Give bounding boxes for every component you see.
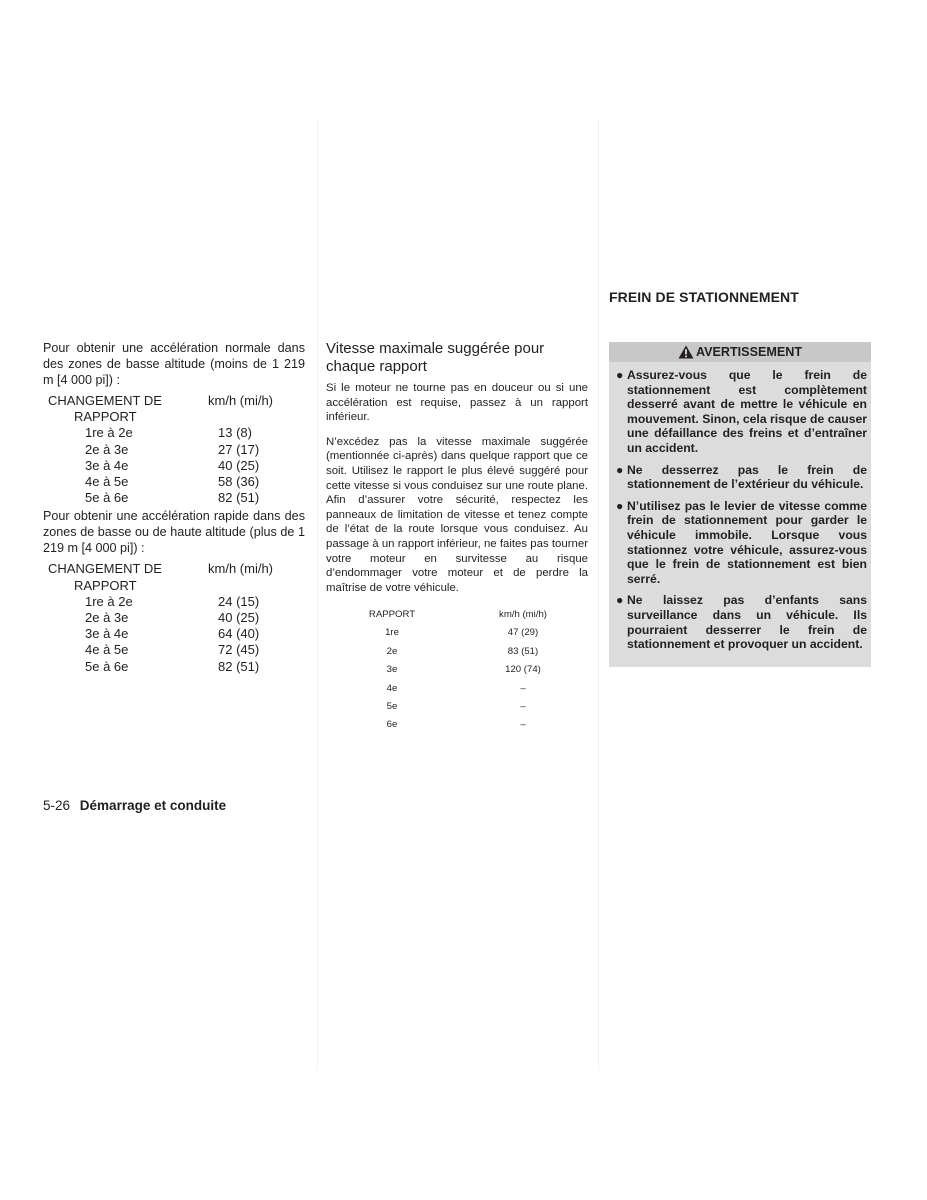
warning-text: Ne laissez pas d’enfants sans surveillance dans un véhicule. Ils pourraient desserrer le frein de stationnement et provoquer un accident.	[627, 593, 867, 652]
gear: 6e	[386, 719, 398, 731]
table-header	[43, 393, 305, 409]
page-footer	[43, 798, 226, 813]
speed-value: 64 (40)	[218, 626, 260, 642]
gear-change: 1re à 2e	[85, 593, 133, 609]
gear-change: 2e à 3e	[85, 610, 129, 626]
bullet-icon: ●	[616, 498, 624, 513]
table-row	[43, 425, 305, 441]
rapid-shift-rows	[43, 594, 305, 675]
max-speed-heading: Vitesse maximale suggérée pour chaque rapport	[326, 340, 545, 375]
table-row	[43, 610, 305, 626]
header-speed: km/h (mi/h)	[208, 393, 273, 408]
gear-change: 5e à 6e	[85, 658, 129, 674]
bullet-icon: ●	[616, 462, 624, 477]
warning-text: N’utilisez pas le levier de vitesse comme frein de stationnement pour garder le véhicule immobile. Lorsque vous stationnez votre véhicule, assurez-vous que le frein de stationnement est bien serré.	[627, 498, 867, 586]
table-row	[43, 626, 305, 642]
header-change: CHANGEMENT DE	[48, 561, 162, 577]
max-speed-rows	[326, 624, 588, 734]
max-speed-column	[326, 340, 588, 734]
gear-change: 3e à 4e	[85, 626, 129, 642]
shift-speed-column	[43, 340, 305, 677]
normal-shift-table	[43, 393, 305, 506]
gear-change: 4e à 5e	[85, 474, 129, 490]
table-row	[43, 642, 305, 658]
table-header	[43, 561, 305, 577]
speed-value: –	[520, 682, 526, 694]
warning-item	[615, 463, 867, 492]
warning-title: AVERTISSEMENT	[695, 345, 803, 359]
warning-item	[615, 368, 867, 456]
rapid-shift-table	[43, 561, 305, 674]
speed-value: 47 (29)	[507, 627, 539, 639]
speed-value: 13 (8)	[218, 425, 252, 441]
warning-text: Assurez-vous que le frein de stationnement est complètement desserré avant de mettre le véhicule en mouvement. Sinon, cela risque de causer une défaillance des freins et d’entraîner un accident.	[627, 368, 867, 455]
table-row	[326, 642, 588, 660]
gear: 3e	[386, 664, 398, 676]
header-change: CHANGEMENT DE	[48, 393, 162, 408]
speed-value: 27 (17)	[218, 441, 260, 457]
table-row	[326, 716, 588, 734]
speed-value: –	[520, 719, 526, 731]
section-title: FREIN DE STATIONNEMENT	[609, 289, 799, 305]
header-speed: km/h (mi/h)	[208, 561, 273, 577]
gear: 1re	[385, 627, 399, 639]
normal-acceleration-intro: Pour obtenir une accélération normale dans des zones de basse altitude (moins de 1 219 m [4 000 pi]) :	[43, 341, 305, 387]
max-speed-paragraph-1: Si le moteur ne tourne pas en douceur ou si une accélération est requise, passez à un rapport inférieur.	[326, 382, 588, 424]
gear: 5e	[386, 700, 398, 712]
page-gutter-right	[598, 120, 599, 1070]
page-number: 5-26	[43, 798, 71, 813]
warning-triangle-icon	[678, 345, 694, 359]
max-speed-table	[326, 605, 588, 734]
warning-item	[615, 499, 867, 587]
warning-text: Ne desserrez pas le frein de stationnement de l’extérieur du véhicule.	[627, 462, 867, 492]
table-row	[326, 624, 588, 642]
warning-item	[615, 593, 867, 651]
gear-change: 5e à 6e	[85, 490, 129, 506]
table-row	[43, 490, 305, 506]
warning-box	[609, 342, 871, 667]
table-header	[326, 605, 588, 623]
header-speed: km/h (mi/h)	[499, 609, 547, 620]
gear: 4e	[386, 682, 398, 694]
speed-value: 40 (25)	[218, 610, 260, 626]
page-gutter-left	[317, 120, 318, 1070]
chapter-title: Démarrage et conduite	[79, 798, 227, 813]
gear-change: 2e à 3e	[85, 441, 129, 457]
header-gear: RAPPORT	[368, 609, 416, 620]
bullet-icon: ●	[616, 593, 624, 608]
table-row	[326, 660, 588, 678]
speed-value: 82 (51)	[218, 658, 260, 674]
gear-change: 1re à 2e	[85, 425, 133, 441]
gear-change: 4e à 5e	[85, 642, 129, 658]
table-row	[43, 442, 305, 458]
table-row	[43, 594, 305, 610]
rapid-acceleration-intro: Pour obtenir une accélération rapide dans des zones de basse ou de haute altitude (plus de 1 219 m [4 000 pi]) :	[43, 509, 305, 556]
speed-value: 40 (25)	[218, 457, 260, 473]
speed-value: 24 (15)	[218, 593, 260, 609]
table-row	[326, 679, 588, 697]
speed-value: 58 (36)	[218, 474, 260, 490]
table-row	[326, 697, 588, 715]
warning-list	[609, 362, 871, 652]
warning-header	[609, 342, 871, 362]
speed-value: 72 (45)	[218, 642, 260, 658]
header-change-line2: RAPPORT	[74, 409, 137, 425]
speed-value: –	[520, 700, 526, 712]
speed-value: 82 (51)	[218, 490, 260, 506]
max-speed-paragraph-2: N’excédez pas la vitesse maximale suggérée (mentionnée ci-après) dans quelque rapport que ce soit. Utilisez le rapport le plus élevé suggéré pour cette vitesse si vous conduisez sur une route plane. Afin d’assurer votre sécurité, respectez les panneaux de limitation de vitesse et tenez compte de l’état de la route lorsque vous conduisez. Au passage à un rapport inférieur, ne faites pas tourner votre moteur en survitesse au risque d’endommager votre moteur et de perdre la maîtrise de votre véhicule.	[326, 435, 588, 594]
gear: 2e	[386, 645, 398, 657]
table-row	[43, 659, 305, 675]
header-change-line2: RAPPORT	[74, 577, 137, 593]
table-row	[43, 458, 305, 474]
normal-shift-rows	[43, 425, 305, 506]
gear-change: 3e à 4e	[85, 457, 129, 473]
bullet-icon: ●	[616, 368, 624, 382]
speed-value: 83 (51)	[507, 645, 539, 657]
parking-brake-column	[609, 340, 871, 667]
table-row	[43, 474, 305, 490]
speed-value: 120 (74)	[505, 664, 541, 676]
